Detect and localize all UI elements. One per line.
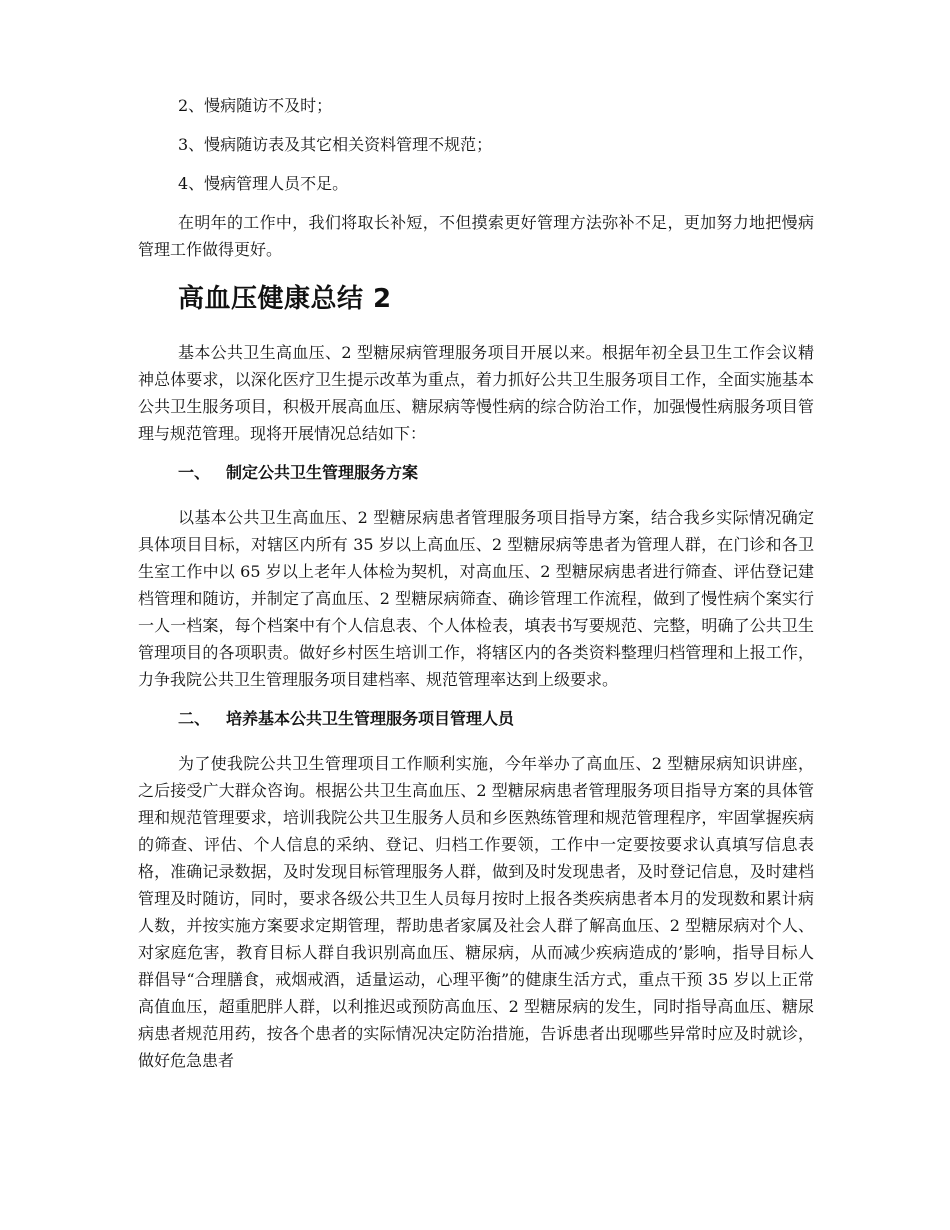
section-heading-1 [178,459,814,486]
section-body-2: 为了使我院公共卫生管理项目工作顺利实施，今年举办了高血压、2 型糖尿病知识讲座，之后接受广大群众咨询。根据公共卫生高血压、2 型糖尿病患者管理服务项目指导方案的具体管理和规范管理要求，培训我院公共卫生服务人员和乡医熟练管理和规范管理程序，牢固掌握疾病的筛查、评估、个人信息的采纳、登记、归档工作要领，工作中一定要按要求认真填写信息表格，准确记录数据，及时发现目标管理服务人群，做到及时发现患者，及时登记信息，及时建档管理及时随访，同时，要求各级公共卫生人员每月按时上报各类疾病患者本月的发现数和累计病人数，并按实施方案要求定期管理，帮助患者家属及社会人群了解高血压、2 型糖尿病对个人、对家庭危害，教育目标人群自我识别高血压、糖尿病，从而减少疾病造成的’影响，指导目标人群倡导“合理膳食，戒烟戒酒，适量运动，心理平衡”的健康生活方式，重点干预 35 岁以上正常高值血压，超重肥胖人群，以利推迟或预防高血压、2 型糖尿病的发生，同时指导高血压、糖尿病患者规范用药，按各个患者的实际情况决定防治措施，告诉患者出现哪些异常时应及时就诊，做好危急患者 [138,754,814,1070]
section-body-1: 以基本公共卫生高血压、2 型糖尿病患者管理服务项目指导方案，结合我乡实际情况确定具体项目目标，对辖区内所有 35 岁以上高血压、2 型糖尿病等患者为管理人群，在门诊和各卫生室工作中以 65 岁以上老年人体检为契机，对高血压、2 型糖尿病患者进行筛查、评估登记建档管理和随访，并制定了高血压、2 型糖尿病筛查、确诊管理工作流程，做到了慢性病个案实行一人一档案，每个档案中有个人信息表、个人体检表，填表书写要规范、完整，明确了公共卫生管理项目的各项职责。做好乡村医生培训工作，将辖区内的各类资料整理归档管理和上报工作，力争我院公共卫生管理服务项目建档率、规范管理率达到上级要求。 [138,508,814,689]
intro-paragraph: 基本公共卫生高血压、2 型糖尿病管理服务项目开展以来。根据年初全县卫生工作会议精神总体要求，以深化医疗卫生提示改革为重点，着力抓好公共卫生服务项目工作，全面实施基本公共卫生服务项目，积极开展高血压、糖尿病等慢性病的综合防治工作，加强慢性病服务项目管理与规范管理。现将开展情况总结如下： [138,343,814,443]
list-item-4: 4、慢病管理人员不足。 [178,174,349,193]
document-page [138,92,814,1086]
list-item-2: 2、慢病随访不及时； [178,96,333,115]
document-title: 高血压健康总结 2 [178,284,392,314]
section-title-2: 培养基本公共卫生管理服务项目管理人员 [226,709,515,728]
section-number-1: 一、 [178,463,211,482]
section-heading-2 [178,705,814,732]
list-item-3: 3、慢病随访表及其它相关资料管理不规范； [178,135,493,154]
closing-paragraph: 在明年的工作中，我们将取长补短，不但摸索更好管理方法弥补不足，更加努力地把慢病管理工作做得更好。 [138,213,814,259]
section-title-1: 制定公共卫生管理服务方案 [226,463,419,482]
section-number-2: 二、 [178,709,211,728]
